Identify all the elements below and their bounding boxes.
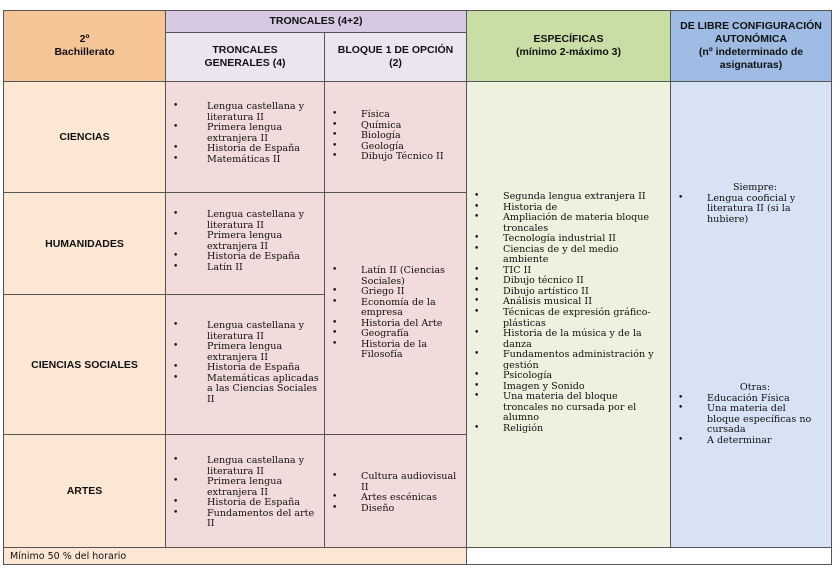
- opcion-list: [325, 110, 466, 163]
- corner-line1: 2º: [79, 32, 90, 45]
- troncales-generales-line2: GENERALES (4): [204, 57, 286, 69]
- opcion-ciencias: [324, 81, 467, 193]
- opcion-artes: [324, 434, 467, 548]
- bloque1-header: [324, 32, 467, 82]
- row-name: HUMANIDADES: [45, 237, 124, 250]
- bloque1-line2: (2): [389, 57, 402, 69]
- libre-header: [670, 10, 832, 82]
- list-item: • Una materia del bloque troncales no cursada por el alumno: [467, 392, 656, 424]
- list-item: • Historia de la música y de la danza: [467, 329, 656, 350]
- list-item: • Artes escénicas: [325, 493, 466, 504]
- row-header-humanidades: [3, 192, 166, 295]
- especificas-cell: [466, 81, 671, 548]
- generales-humanidades: [165, 192, 325, 295]
- troncales-generales-header: [165, 32, 325, 82]
- list-item: • Lengua castellana y literatura II: [166, 456, 324, 477]
- list-item: • Dibujo artístico II: [467, 287, 656, 298]
- list-item: • Física: [325, 110, 466, 121]
- list-item: • Dibujo Técnico II: [325, 152, 466, 163]
- list-item: • Segunda lengua extranjera II: [467, 192, 656, 203]
- list-item: • Ampliación de materia bloque troncales: [467, 213, 656, 234]
- list-item: • A determinar: [671, 436, 819, 447]
- especificas-line1: ESPECÍFICAS: [533, 32, 604, 45]
- corner-line2: Bachillerato: [54, 46, 115, 58]
- list-item: • Historia del Arte: [325, 319, 466, 330]
- otras-label: Otras:: [739, 382, 771, 394]
- libre-line1: DE LIBRE CONFIGURACIÓN: [680, 19, 822, 32]
- opcion-list: [325, 266, 466, 361]
- opcion-humanidades-sociales: [324, 192, 467, 435]
- generales-ciencias-sociales: [165, 294, 325, 435]
- list-item: • Diseño: [325, 504, 466, 515]
- list-item: • Educación Física: [671, 394, 819, 405]
- generales-ciencias: [165, 81, 325, 193]
- list-item: • Historia de: [467, 203, 656, 214]
- list-item: • Lengua castellana y literatura II: [166, 210, 324, 231]
- list-item: • Primera lengua extranjera II: [166, 477, 324, 498]
- especificas-header: [466, 10, 671, 82]
- footer-empty: [466, 547, 832, 565]
- list-item: • Dibujo técnico II: [467, 276, 656, 287]
- troncales-header: [165, 10, 467, 33]
- list-item: • Griego II: [325, 287, 466, 298]
- opcion-list: [325, 472, 466, 514]
- list-item: • Química: [325, 121, 466, 132]
- siempre-label: Siempre:: [732, 182, 778, 193]
- list-item: • Primera lengua extranjera II: [166, 342, 324, 363]
- footer-note: [3, 547, 467, 565]
- list-item: • Psicología: [467, 371, 656, 382]
- list-item: • Historia de España: [166, 498, 324, 509]
- list-item: • Matemáticas II: [166, 155, 324, 166]
- libre-cell: [670, 81, 832, 548]
- list-item: • Biología: [325, 131, 466, 142]
- row-name: CIENCIAS: [59, 131, 110, 143]
- list-item: • Primera lengua extranjera II: [166, 123, 324, 144]
- list-item: • Latín II (Ciencias Sociales): [325, 266, 466, 287]
- libre-line2: AUTONÓMICA: [714, 32, 788, 45]
- corner-header: [3, 10, 166, 82]
- list-item: • Religión: [467, 424, 656, 435]
- list-item: • Lengua castellana y literatura II: [166, 321, 324, 342]
- siempre-list: [671, 194, 819, 226]
- especificas-line2: (mínimo 2-máximo 3): [515, 46, 622, 58]
- list-item: • Historia de España: [166, 144, 324, 155]
- generales-list: [166, 102, 324, 165]
- row-name: ARTES: [66, 485, 103, 497]
- generales-list: [166, 321, 324, 405]
- row-header-artes: [3, 434, 166, 548]
- list-item: • Historia de España: [166, 363, 324, 374]
- list-item: • TIC II: [467, 266, 656, 277]
- libre-line3: (nº indeterminado de: [698, 46, 804, 58]
- list-item: • Fundamentos administración y gestión: [467, 350, 656, 371]
- list-item: • Historia de la Filosofía: [325, 340, 466, 361]
- list-item: • Una materia del bloque específicas no cursada: [671, 404, 819, 436]
- list-item: • Geografía: [325, 329, 466, 340]
- list-item: • Lengua cooficial y literatura II (si la hubiere): [671, 194, 819, 226]
- otras-list: [671, 394, 819, 447]
- list-item: • Técnicas de expresión gráfico-plásticas: [467, 308, 656, 329]
- list-item: • Latín II: [166, 263, 324, 274]
- generales-artes: [165, 434, 325, 548]
- especificas-list: [467, 192, 656, 435]
- list-item: • Historia de España: [166, 252, 324, 263]
- list-item: • Geología: [325, 142, 466, 153]
- generales-list: [166, 210, 324, 273]
- libre-line4: asignaturas): [719, 59, 783, 72]
- list-item: • Economía de la empresa: [325, 298, 466, 319]
- list-item: • Imagen y Sonido: [467, 382, 656, 393]
- generales-list: [166, 456, 324, 530]
- footer-text: Mínimo 50 % del horario: [10, 550, 127, 562]
- list-item: • Lengua castellana y literatura II: [166, 102, 324, 123]
- list-item: • Matemáticas aplicadas a las Ciencias Sociales II: [166, 374, 324, 406]
- bloque1-line1: BLOQUE 1 DE OPCIÓN: [337, 43, 454, 56]
- list-item: • Cultura audiovisual II: [325, 472, 466, 493]
- list-item: • Fundamentos del arte II: [166, 509, 324, 530]
- list-item: • Análisis musical II: [467, 297, 656, 308]
- row-header-ciencias-sociales: [3, 294, 166, 435]
- troncales-generales-line1: TRONCALES: [212, 43, 278, 56]
- troncales-label: TRONCALES (4+2): [269, 14, 363, 27]
- list-item: • Ciencias de y del medio ambiente: [467, 245, 656, 266]
- list-item: • Tecnología industrial II: [467, 234, 656, 245]
- list-item: • Primera lengua extranjera II: [166, 231, 324, 252]
- row-name: CIENCIAS SOCIALES: [31, 358, 138, 371]
- row-header-ciencias: [3, 81, 166, 193]
